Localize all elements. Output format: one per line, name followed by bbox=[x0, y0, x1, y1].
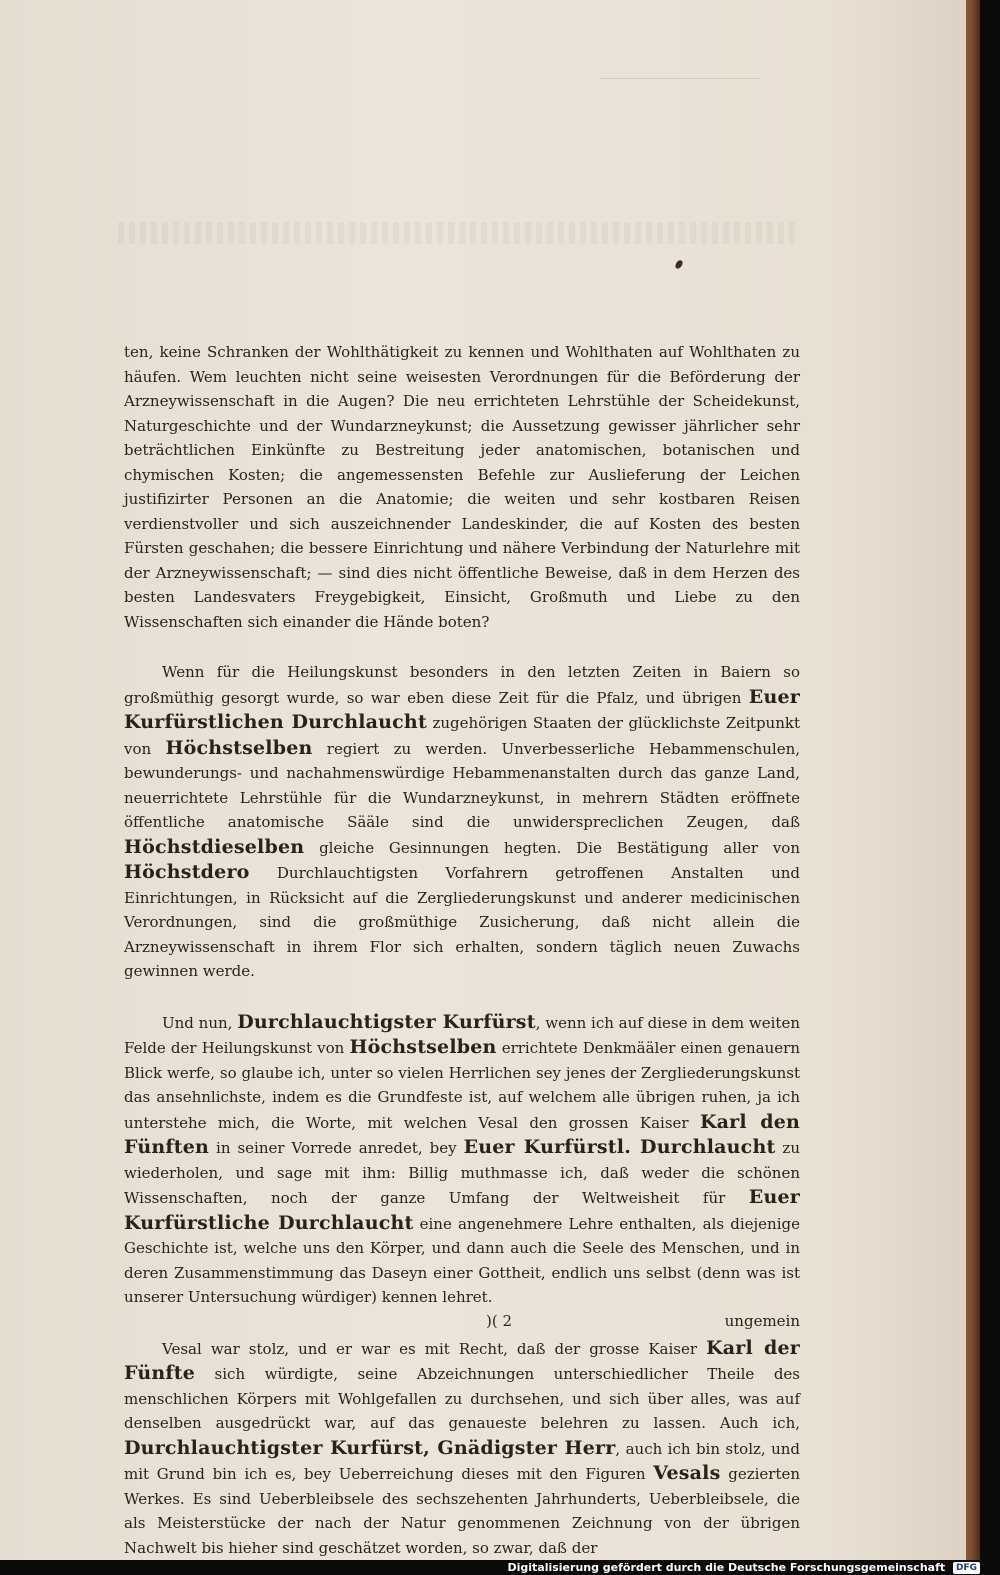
bleed-through-line bbox=[600, 78, 760, 79]
text-run: Und nun, bbox=[162, 1013, 238, 1032]
emphasized-phrase: Durchlauchtigster Kurfürst bbox=[237, 1010, 536, 1033]
emphasized-phrase: Höchstselben bbox=[165, 736, 313, 759]
emphasized-phrase: Höchstdero bbox=[124, 861, 250, 883]
text-run: Vesal war stolz, und er war es mit Recht, daß der grosse Kaiser bbox=[162, 1339, 707, 1358]
digitization-credit bbox=[507, 1560, 980, 1575]
emphasized-phrase: Durchlauchtigster Kurfürst, Gnädigster Herr bbox=[124, 1436, 616, 1459]
emphasized-phrase: Höchstselben bbox=[349, 1036, 497, 1058]
text-run: gezierten Werkes. Es sind Ueberbleibsele des sechszehenten Jahrhunderts, Ueberbleibsele, die als Meisterstücke der nach der Natur genommenen Zeichnung von der übrigen Nachwelt bis hieher sind geschätzet worden, so zwar, daß der bbox=[124, 1465, 801, 1557]
body-text bbox=[124, 340, 800, 1560]
signature-mark: )( 2 bbox=[486, 1312, 513, 1330]
text-run: gleiche Gesinnungen hegten. Die Bestätigung aller von bbox=[304, 838, 800, 857]
dfg-logo: DFG bbox=[953, 1562, 980, 1574]
paragraph bbox=[124, 340, 800, 634]
ink-spot bbox=[674, 259, 683, 270]
page-foot bbox=[124, 1312, 800, 1334]
text-run: eine angenehmere Lehre enthalten, als diejenige Geschichte ist, welche uns den Körper, und dann auch die Seele des Menschen, und in deren Zusammenstimmung das Daseyn einer Gottheit, endlich uns selbst (denn was ist unserer Untersuchung würdiger) kennen lehret. bbox=[124, 1214, 800, 1306]
text-run: , auch ich bin stolz, und mit Grund bin ich es, bey Ueberreichung dieses mit den Figuren bbox=[124, 1439, 800, 1483]
text-run: , wenn ich auf diese in dem weiten Felde der Heilungskunst von bbox=[124, 1013, 800, 1057]
paragraph bbox=[124, 1010, 800, 1310]
text-run: Durchlauchtigsten Vorfahrern getroffenen Anstalten und Einrichtungen, in Rücksicht auf die Zergliederungskunst und anderer medicinischen Verordnungen, sind die großmüthige Zusicherung, daß nicht allein die Arzneywissenschaft in ihrem Flor sich erhalten, sondern täglich neuen Zuwachs gewinnen werde. bbox=[124, 864, 800, 980]
book-edge bbox=[966, 0, 980, 1560]
emphasized-phrase: Karl der Fünfte bbox=[124, 1336, 800, 1384]
emphasized-phrase: Euer Kurfürstl. Durchlaucht bbox=[463, 1136, 776, 1158]
text-run: Wenn für die Heilungskunst besonders in den letzten Zeiten in Baiern so großmüthig gesorgt wurde, so war eben diese Zeit für die Pfalz, und übrigen bbox=[124, 663, 800, 707]
text-run: sich würdigte, seine Abzeichnungen unterschiedlicher Theile des menschlichen Körpers mit Wohlgefallen zu durchsehen, und sich über alles, was auf denselben ausgedrückt war, auf das genaueste belehren zu lassen. Auch ich, bbox=[124, 1365, 800, 1432]
bleed-through-text bbox=[118, 222, 798, 244]
emphasized-phrase: Karl den Fünften bbox=[124, 1110, 800, 1158]
paragraph bbox=[124, 1336, 800, 1561]
text-run: zugehörigen Staaten der glücklichste Zeitpunkt von bbox=[124, 714, 800, 758]
text-run: in seiner Vorrede anredet, bey bbox=[209, 1139, 464, 1157]
text-run: zu wiederholen, und sage mit ihm: Billig muthmasse ich, daß weder die schönen Wissenschaften, noch der ganze Umfang der Weltweisheit für bbox=[124, 1139, 800, 1207]
catchword: ungemein bbox=[724, 1312, 800, 1330]
text-run: regiert zu werden. Unverbesserliche Hebammenschulen, bewunderungs- und nachahmenswürdige Hebammenanstalten durch das ganze Land, neuerrichtete Lehrstühle für die Wundarzneykunst, in mehrern Städten eröffnete öffentliche anatomische Sääle sind die unwiderspreclichen Zeugen, daß bbox=[124, 739, 800, 831]
emphasized-phrase: Höchstdieselben bbox=[124, 835, 305, 858]
paragraph bbox=[124, 660, 800, 984]
credit-text: Digitalisierung gefördert durch die Deutsche Forschungsgemeinschaft bbox=[507, 1561, 946, 1574]
text-run: ten, keine Schranken der Wohlthätigkeit zu kennen und Wohlthaten auf Wohlthaten zu häufen. Wem leuchten nicht seine weisesten Verordnungen für die Beförderung der Arzneywissenschaft in die Augen? Die neu errichteten Lehrstühle der Scheidekunst, Naturgeschichte und der Wundarzneykunst; die Aussetzung gewisser jährlicher sehr beträchtlichen Einkünfte zu Bestreitung jeder anatomischen, botanischen und chymischen Kosten; die angemessensten Befehle zur Auslieferung der Leichen justifizirter Personen an die Anatomie; die weiten und sehr kostbaren Reisen verdienstvoller und sich auszeichnender Landeskinder, die auf Kosten des besten Fürsten geschahen; die bessere Einrichtung und nähere Verbindung der Naturlehre mit der Arzneywissenschaft; — sind dies nicht öffentliche Beweise, daß in dem Herzen des besten Landesvaters Freygebigkeit, Einsicht, Großmuth und Liebe zu den Wissenschaften sich einander die Hände boten? bbox=[124, 343, 800, 631]
emphasized-phrase: Vesals bbox=[653, 1462, 721, 1484]
text-run: errichtete Denkmääler einen genauern Blick werfe, so glaube ich, unter so vielen Herrlichen sey jenes der Zergliederungskunst das ansehnlichste, indem es die Grundfeste ist, auf welchem alle übrigen ruhen, ja ich unterstehe mich, die Worte, mit welchen Vesal den grossen Kaiser bbox=[124, 1039, 800, 1132]
emphasized-phrase: Euer Kurfürstliche Durchlaucht bbox=[124, 1186, 800, 1234]
emphasized-phrase: Euer Kurfürstlichen Durchlaucht bbox=[124, 685, 800, 733]
